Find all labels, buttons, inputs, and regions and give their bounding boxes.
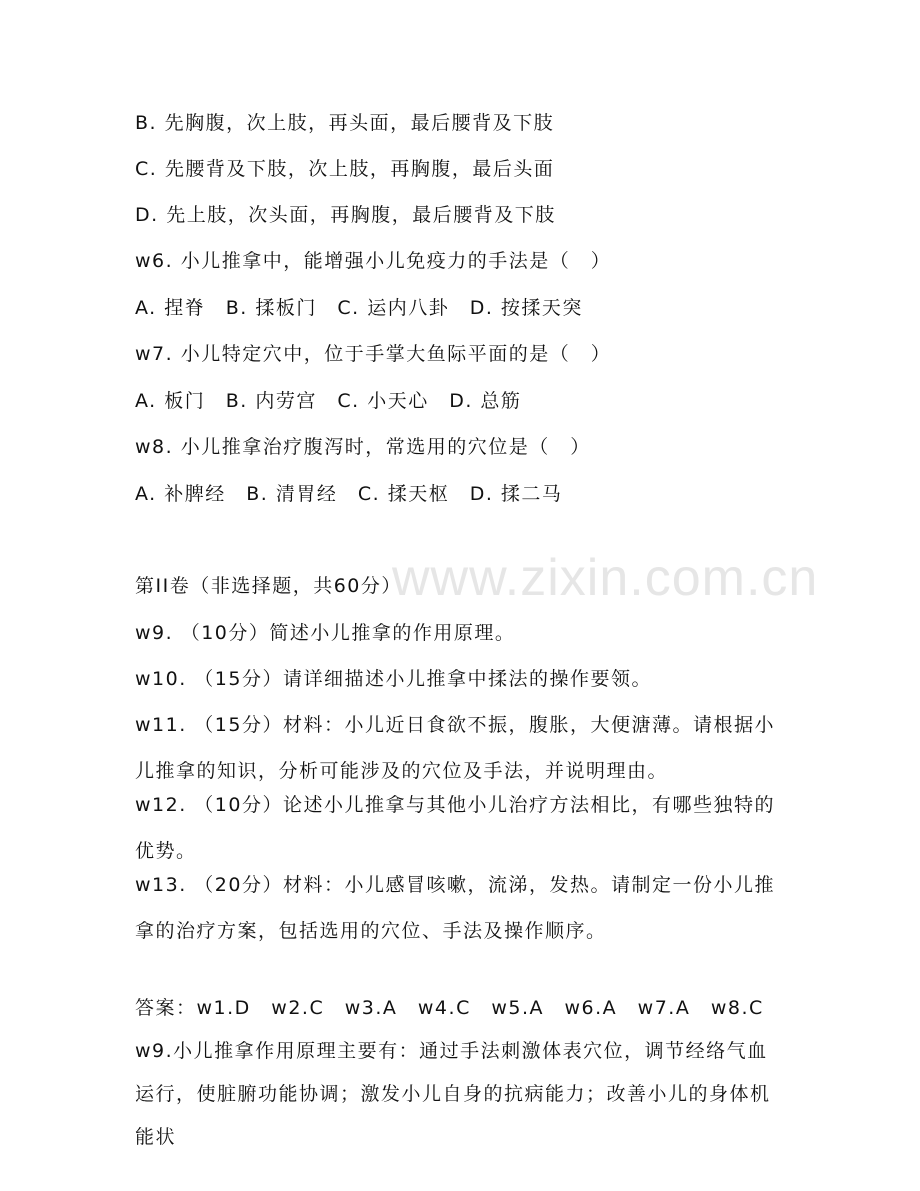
watermark: www.zixin.com.cn (392, 549, 819, 607)
question-w7: w7. 小儿特定穴中，位于手掌大鱼际平面的是（ ） (135, 343, 612, 365)
option-d-q5: D. 先上肢，次头面，再胸腹，最后腰背及下肢 (135, 204, 556, 226)
question-w12: w12. （10分）论述小儿推拿与其他小儿治疗方法相比，有哪些独特的优势。 (135, 794, 775, 862)
option-b-q5: B. 先胸腹，次上肢，再头面，最后腰背及下肢 (135, 112, 555, 134)
option-c-q5: C. 先腰背及下肢，次上肢，再胸腹，最后头面 (135, 158, 555, 180)
question-w10: w10. （15分）请详细描述小儿推拿中揉法的操作要领。 (135, 668, 652, 690)
answers-block: 答案：w1.D w2.C w3.A w4.C w5.A w6.A w7.A w8.C w9.小儿推拿作用原理主要有：通过手法刺激体表穴位，调节经络气血运行，使脏腑功能协调；激发小儿自身的抗病能力；改善小儿的身体机能状 (135, 997, 785, 1148)
options-w8: A. 补脾经 B. 清胃经 C. 揉天枢 D. 揉二马 (135, 483, 563, 505)
options-w6: A. 捏脊 B. 揉板门 C. 运内八卦 D. 按揉天突 (135, 297, 583, 319)
options-w7: A. 板门 B. 内劳宫 C. 小天心 D. 总筋 (135, 390, 522, 412)
question-w8: w8. 小儿推拿治疗腹泻时，常选用的穴位是（ ） (135, 436, 591, 458)
section-title: 第II卷（非选择题，共60分） (135, 575, 402, 597)
question-w9: w9. （10分）简述小儿推拿的作用原理。 (135, 622, 516, 644)
question-w13: w13. （20分）材料：小儿感冒咳嗽，流涕，发热。请制定一份小儿推拿的治疗方案，包括选用的穴位、手法及操作顺序。 (135, 874, 775, 942)
question-w11: w11. （15分）材料：小儿近日食欲不振，腹胀，大便溏薄。请根据小儿推拿的知识，分析可能涉及的穴位及手法，并说明理由。 (135, 714, 775, 782)
question-w6: w6. 小儿推拿中，能增强小儿免疫力的手法是（ ） (135, 250, 612, 272)
